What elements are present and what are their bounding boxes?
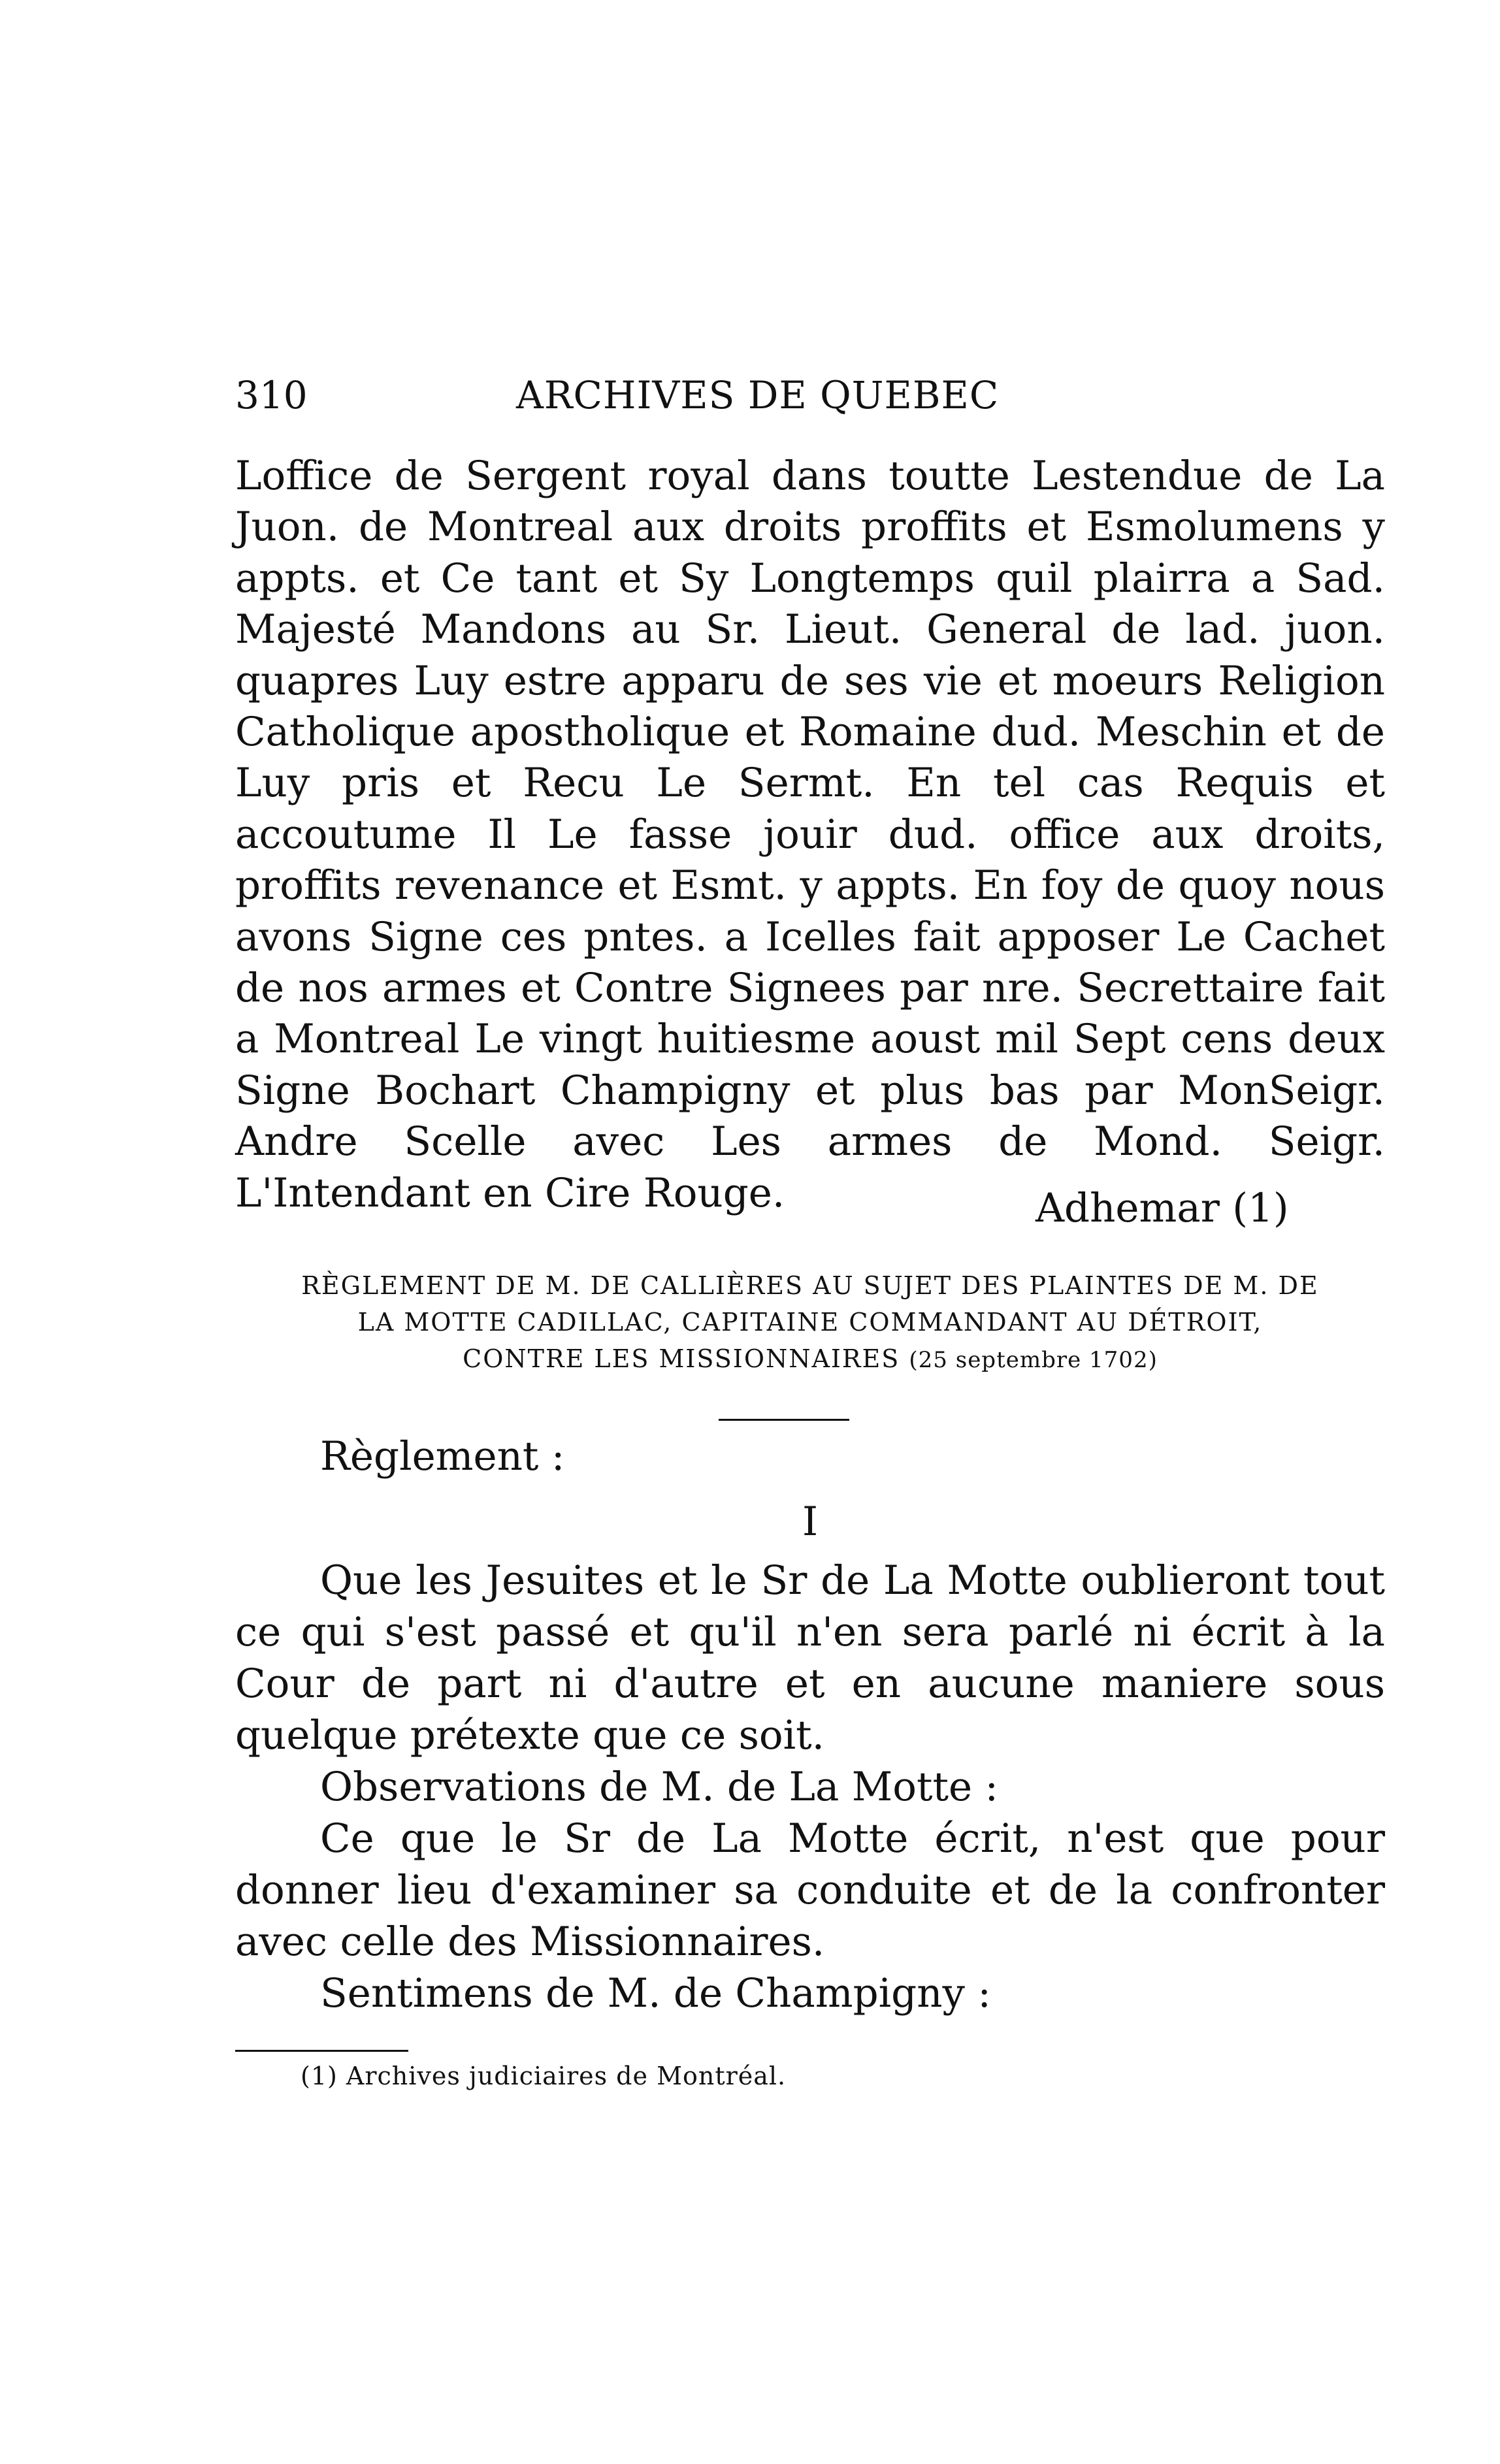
page-number: 310	[235, 373, 308, 417]
rules-text	[235, 1555, 1385, 2019]
footnote-divider	[235, 2050, 408, 2052]
reglement-label: Règlement :	[320, 1433, 565, 1480]
document-page	[235, 0, 1385, 2464]
running-title: ARCHIVES DE QUEBEC	[516, 373, 1000, 417]
article-number: I	[802, 1499, 819, 1545]
observations-text: Ce que le Sr de La Motte écrit, n'est que pour donner lieu d'examiner sa conduite et de la confronter avec celle des Missionnaires.	[235, 1815, 1385, 1965]
signature: Adhemar (1)	[1035, 1185, 1289, 1231]
sentimens-label: Sentimens de M. de Champigny :	[320, 1970, 991, 2017]
section-heading-subject: CONTRE LES MISSIONNAIRES	[463, 1344, 900, 1373]
body-text	[235, 451, 1385, 1219]
section-heading	[235, 1267, 1385, 1378]
footnote: (1) Archives judiciaires de Montréal.	[301, 2062, 787, 2090]
section-divider	[719, 1419, 849, 1421]
body-paragraph: Loffice de Sergent royal dans toutte Lestendue de La Juon. de Montreal aux droits proffits et Esmolumens y appts. et Ce tant et Sy Longtemps quil plairra a Sad. Majesté Mandons au Sr. Lieut. General de lad. juon. quapres Luy estre apparu de ses vie et moeurs Religion Catholique apostholique et Romaine dud. Meschin et de Luy pris et Recu Le Sermt. En tel cas Requis et accoutume Il Le fasse jouir dud. office aux droits, proffits revenance et Esmt. y appts. En foy de quoy nous avons Signe ces pntes. a Icelles fait apposer Le Cachet de nos armes et Contre Signees par nre. Secrettaire fait a Montreal Le vingt huitiesme aoust mil Sept cens deux Signe Bochart Champigny et plus bas par MonSeigr. Andre Scelle avec Les armes de Mond. Seigr. L'Intendant en Cire Rouge.	[235, 453, 1385, 1216]
page-header	[235, 366, 1385, 425]
section-heading-line-2: LA MOTTE CADILLAC, CAPITAINE COMMANDANT AU DÉTROIT,	[357, 1308, 1263, 1337]
section-heading-line-3	[235, 1340, 1385, 1378]
observations-label: Observations de M. de La Motte :	[320, 1764, 999, 1810]
section-heading-line-1: RÈGLEMENT DE M. DE CALLIÈRES AU SUJET DES PLAINTES DE M. DE	[301, 1271, 1319, 1300]
section-heading-date: (25 septembre 1702)	[909, 1347, 1158, 1373]
article-text: Que les Jesuites et le Sr de La Motte oublieront tout ce qui s'est passé et qu'il n'en sera parlé ni écrit à la Cour de part ni d'autre et en aucune maniere sous quelque prétexte que ce soit.	[235, 1557, 1385, 1759]
